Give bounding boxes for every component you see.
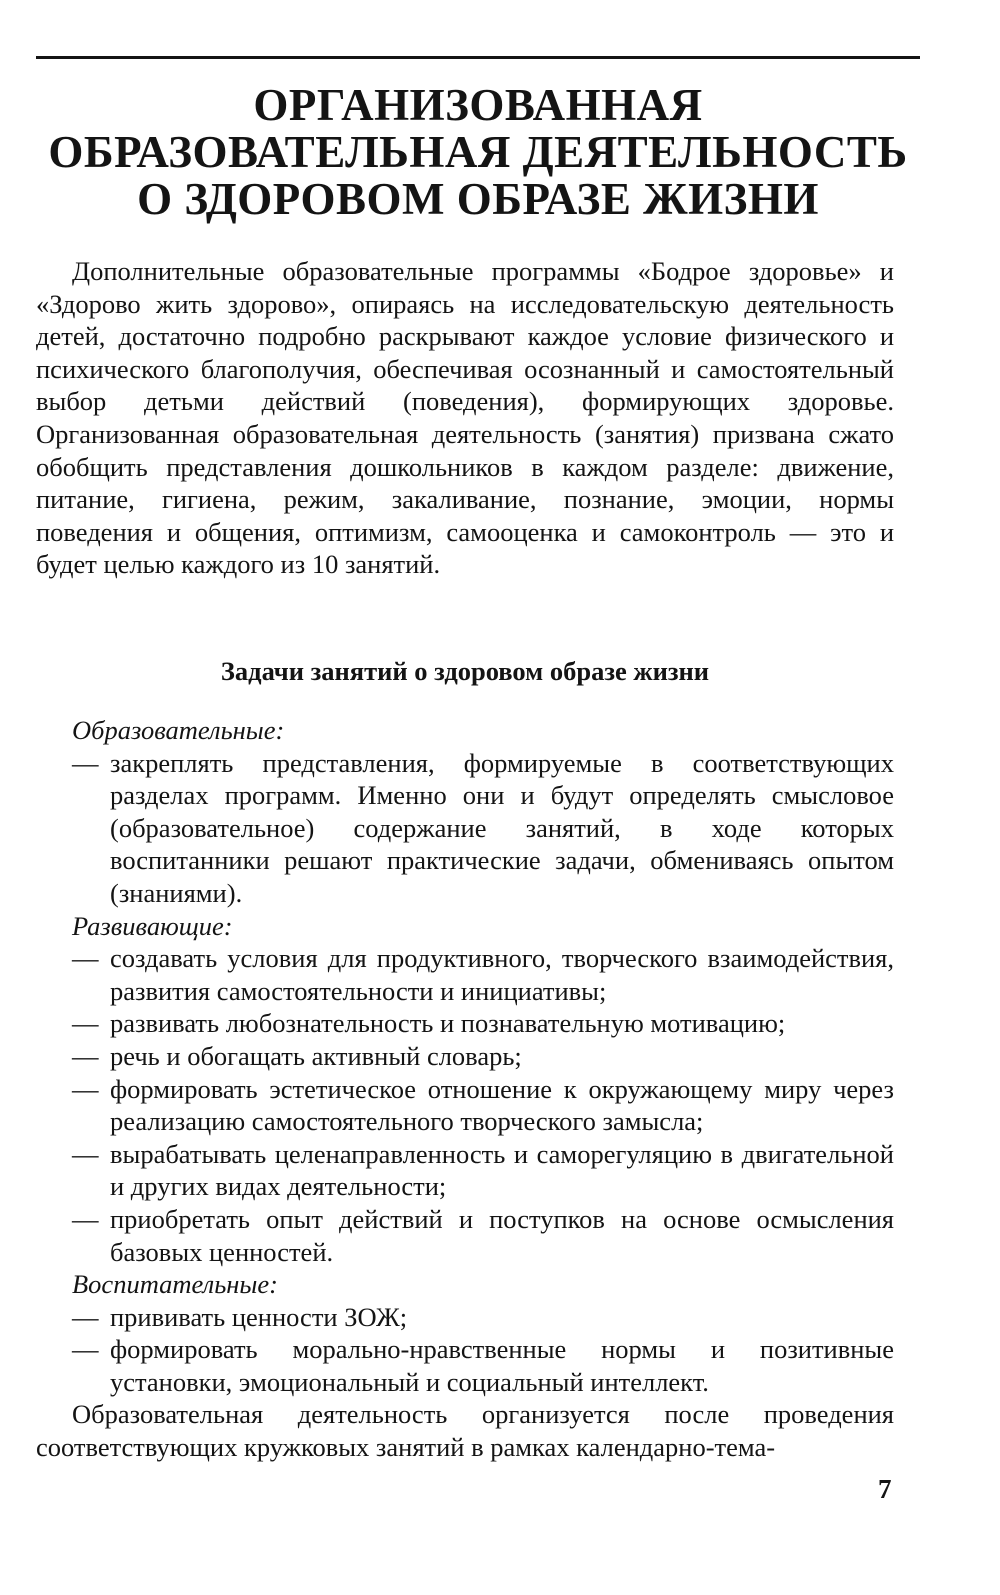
list-item-text: речь и обогащать активный словарь; — [110, 1040, 522, 1071]
list-item — [36, 1333, 894, 1398]
dash-marker: — — [72, 1301, 99, 1332]
list-item — [36, 1138, 894, 1203]
tasks-list — [36, 714, 894, 1464]
intro-paragraph: Дополнительные образовательные программы «Бодрое здоровье» и «Здорово жить здорово», опираясь на исследовательскую деятельность детей, достаточно подробно раскрывают каждое условие физического и психического благополучия, обеспечивая осознанный и самостоятельный выбор детьми действий (поведения), формирующих здоровье. Организованная образовательная деятельность (занятия) призвана сжато обобщить представления дошкольников в каждом разделе: движение, питание, гигиена, режим, закаливание, познание, эмоции, нормы поведения и общения, оптимизм, самооценка и самоконтроль — это и будет целью каждого из 10 занятий. — [36, 256, 894, 580]
list-item — [36, 1007, 894, 1040]
dash-marker: — — [72, 1203, 99, 1234]
category-label-developmental: Развивающие: — [72, 910, 233, 941]
list-item — [36, 942, 894, 1007]
dash-marker: — — [72, 1138, 99, 1169]
list-item — [36, 1203, 894, 1268]
top-rule — [36, 56, 920, 59]
list-item-text: прививать ценности ЗОЖ; — [110, 1301, 408, 1332]
dash-marker: — — [72, 943, 99, 974]
dash-marker: — — [72, 747, 99, 778]
dash-marker: — — [72, 1008, 99, 1039]
list-item-text: создавать условия для продуктивного, творческого взаимодействия, развития самостоятельности и инициативы; — [110, 943, 894, 1006]
list-item-text: вырабатывать целенаправленность и саморегуляцию в двигательной и других видах деятельности; — [110, 1138, 894, 1202]
page-number: 7 — [878, 1474, 892, 1504]
list-item-text: закреплять представления, формируемые в соответствующих разделах программ. Именно они и будут определять смысловое (образовательное) содержание занятий, в ходе которых воспитанники решают практические задачи, обмениваясь опытом (знаниями). — [110, 747, 894, 908]
list-item — [36, 1301, 894, 1334]
dash-marker: — — [72, 1040, 99, 1071]
list-item — [36, 1040, 894, 1073]
title-line: ОРГАНИЗОВАННАЯ — [253, 80, 703, 130]
list-item-text: формировать эстетическое отношение к окружающему миру через реализацию самостоятельного творческого замысла; — [110, 1073, 894, 1137]
dash-marker: — — [72, 1334, 99, 1365]
dash-marker: — — [72, 1073, 99, 1104]
title-line: ОБРАЗОВАТЕЛЬНАЯ ДЕЯТЕЛЬНОСТЬ — [48, 127, 908, 177]
section-subheading: Задачи занятий о здоровом образе жизни — [220, 656, 710, 686]
list-item — [36, 1073, 894, 1138]
title-line: О ЗДОРОВОМ ОБРАЗЕ ЖИЗНИ — [137, 174, 819, 224]
category-label-upbringing: Воспитательные: — [72, 1269, 278, 1300]
closing-paragraph: Образовательная деятельность организуется после проведения соответствующих кружковых занятий в рамках календарно-тема- — [36, 1399, 894, 1463]
list-item — [36, 747, 894, 910]
category-label-educational: Образовательные: — [72, 715, 285, 745]
page-title — [36, 82, 920, 223]
list-item-text: приобретать опыт действий и поступков на основе осмысления базовых ценностей. — [110, 1203, 894, 1267]
list-item-text: формировать морально-нравственные нормы и позитивные установки, эмоциональный и социальный интеллект. — [110, 1334, 894, 1397]
list-item-text: развивать любознательность и познавательную мотивацию; — [110, 1008, 786, 1039]
